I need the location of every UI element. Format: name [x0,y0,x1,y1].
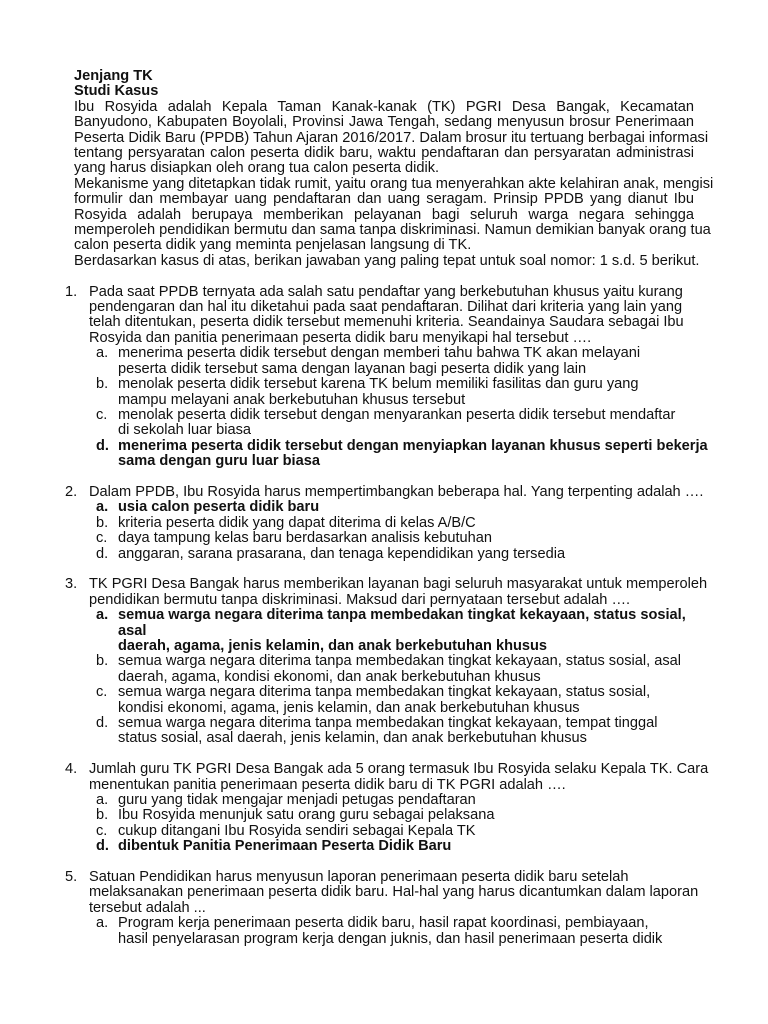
intro-line: Peserta Didik Baru (PPDB) Tahun Ajaran 2016/2017. Dalam brosur itu tertuang berbagai informasi [74,129,709,146]
option-letter: b. [96,807,109,824]
option-text: mampu melayani anak berkebutuhan khusus tersebut [118,391,466,408]
question-number: 2. [65,483,78,500]
option-b [74,377,694,408]
question-5 [65,869,699,947]
option-d-correct [74,839,694,854]
option-b [74,808,694,823]
intro-line: Banyudono, Kabupaten Boyolali, Provinsi Jawa Tengah, sedang menyusun brosur Penerimaan [74,114,694,131]
option-c [74,685,694,716]
question-text-line: Jumlah guru TK PGRI Desa Bangak ada 5 orang termasuk Ibu Rosyida selaku Kepala TK. Cara [89,761,709,778]
level-heading: Jenjang TK [74,68,153,84]
option-text: cukup ditangani Ibu Rosyida sendiri sebagai Kepala TK [118,822,476,839]
option-b [74,654,694,685]
option-letter: a. [96,499,109,516]
option-letter: d. [96,715,109,732]
option-text: sama dengan guru luar biasa [118,453,320,470]
option-letter: d. [96,838,109,855]
option-text: daerah, agama, jenis kelamin, dan anak berkebutuhan khusus [118,637,548,654]
option-a [74,793,694,808]
option-text: daya tampung kelas baru berdasarkan analisis kebutuhan [118,530,493,547]
option-text: status sosial, asal daerah, jenis kelamin, dan anak berkebutuhan khusus [118,730,587,747]
intro-line: Mekanisme yang ditetapkan tidak rumit, yaitu orang tua menyerahkan akte kelahiran anak, mengisi [74,175,714,192]
option-letter: c. [96,530,108,547]
option-c [74,408,694,439]
intro-line: memperoleh pendidikan bermutu dan sama tanpa diskriminasi. Namun demikian banyak orang tua [74,222,711,239]
instruction-text: Berdasarkan kasus di atas, berikan jawaban yang paling tepat untuk soal nomor: 1 s.d. 5 berikut. [74,252,700,269]
option-text: dibentuk Panitia Penerimaan Peserta Didik Baru [118,838,452,855]
option-c [74,531,694,546]
intro-line: formulir dan membayar uang pendaftaran dan uang seragam. Prinsip PPDB yang dianut Ibu [74,191,694,208]
question-4 [65,761,709,855]
question-number: 4. [65,761,78,778]
option-text: usia calon peserta didik baru [118,499,320,516]
intro-paragraph-1 [74,98,709,177]
option-text: semua warga negara diterima tanpa membedakan tingkat kekayaan, status sosial, [118,607,686,624]
option-letter: b. [96,514,109,531]
question-text-line: Dalam PPDB, Ibu Rosyida harus mempertimbangkan beberapa hal. Yang terpenting adalah …. [89,483,704,500]
question-number: 5. [65,869,78,886]
option-c [74,824,694,839]
option-letter: d. [96,437,109,454]
option-letter: c. [96,822,108,839]
option-text: menolak peserta didik tersebut karena TK belum memiliki fasilitas dan guru yang [118,376,639,393]
question-2 [65,483,704,562]
option-text: di sekolah luar biasa [118,422,252,439]
question-number: 3. [65,576,78,593]
option-text: asal [118,622,147,639]
question-text-line: melaksanakan penerimaan peserta didik baru. Hal-hal yang harus dicantumkan dalam laporan [89,884,699,901]
question-3 [65,576,708,747]
option-letter: b. [96,653,109,670]
option-text: kriteria peserta didik yang dapat diterima di kelas A/B/C [118,514,476,531]
question-text-line: Satuan Pendidikan harus menyusun laporan penerimaan peserta didik baru setelah [89,869,629,886]
question-text-line: pendengaran dan hal itu diketahui pada saat pendaftaran. Dilihat dari kriteria yang lain yang [89,299,683,316]
option-text: kondisi ekonomi, agama, jenis kelamin, dan anak berkebutuhan khusus [118,699,580,716]
question-text-line: pendidikan bermutu tanpa diskriminasi. Maksud dari pernyataan tersebut adalah …. [89,591,631,608]
option-letter: b. [96,376,109,393]
option-text: menerima peserta didik tersebut dengan menyiapkan layanan khusus seperti bekerja [118,437,708,454]
option-letter: a. [96,607,109,624]
option-letter: a. [96,792,109,809]
intro-line: tentang persyaratan calon peserta didik baru, waktu pendaftaran dan persyaratan administrasi [74,145,694,162]
case-heading: Studi Kasus [74,83,159,100]
option-b [74,516,694,531]
option-text: hasil penyelarasan program kerja dengan juknis, dan hasil penerimaan peserta didik [118,930,663,947]
question-number: 1. [65,283,78,300]
intro-line: Rosyida adalah berupaya memberikan pelayanan bagi seluruh warga negara sehingga [74,206,694,223]
option-text: guru yang tidak mengajar menjadi petugas pendaftaran [118,792,476,809]
option-text: semua warga negara diterima tanpa membedakan tingkat kekayaan, tempat tinggal [118,715,658,732]
option-text: menolak peserta didik tersebut dengan menyarankan peserta didik tersebut mendaftar [118,406,676,423]
option-letter: a. [96,915,109,932]
option-d [74,716,694,747]
option-a-correct [74,608,694,654]
option-letter: a. [96,345,109,362]
option-d [74,547,694,562]
option-d-correct [74,437,708,470]
intro-line: yang harus disiapkan oleh orang tua calon peserta didik. [74,160,440,177]
option-text: peserta didik tersebut sama dengan layanan bagi peserta didik yang lain [118,360,587,377]
question-1 [65,283,708,470]
option-text: semua warga negara diterima tanpa membedakan tingkat kekayaan, status sosial, [118,684,651,701]
option-a-correct [74,500,694,515]
question-text-line: menentukan panitia penerimaan peserta didik baru di TK PGRI adalah …. [89,776,566,793]
question-text-line: tersebut adalah ... [89,899,206,916]
option-letter: d. [96,545,109,562]
option-text: menerima peserta didik tersebut dengan memberi tahu bahwa TK akan melayani [118,345,641,362]
question-text-line: Rosyida dan panitia penerimaan peserta didik baru menyikapi hal tersebut …. [89,329,592,346]
question-text-line: telah ditentukan, peserta didik tersebut memenuhi kriteria. Seandainya Saudara sebagai Ibu [89,314,684,331]
question-text-line: TK PGRI Desa Bangak harus memberikan layanan bagi seluruh masyarakat untuk memperoleh [89,576,708,593]
option-letter: c. [96,684,108,701]
option-text: daerah, agama, kondisi ekonomi, dan anak berkebutuhan khusus [118,668,541,685]
option-text: anggaran, sarana prasarana, dan tenaga kependidikan yang tersedia [118,545,566,562]
option-letter: c. [96,406,108,423]
intro-line: calon peserta didik yang meminta penjelasan langsung di TK. [74,237,472,254]
option-text: Program kerja penerimaan peserta didik baru, hasil rapat koordinasi, pembiayaan, [118,915,649,932]
option-text: Ibu Rosyida menunjuk satu orang guru sebagai pelaksana [118,807,495,824]
option-a [74,916,694,947]
option-a [74,346,694,377]
intro-line: Ibu Rosyida adalah Kepala Taman Kanak-kanak (TK) PGRI Desa Bangak, Kecamatan [74,98,694,115]
option-text: semua warga negara diterima tanpa membedakan tingkat kekayaan, status sosial, asal [118,653,681,670]
question-text-line: Pada saat PPDB ternyata ada salah satu pendaftar yang berkebutuhan khusus yaitu kurang [89,283,683,300]
intro-paragraph-2 [74,175,714,254]
